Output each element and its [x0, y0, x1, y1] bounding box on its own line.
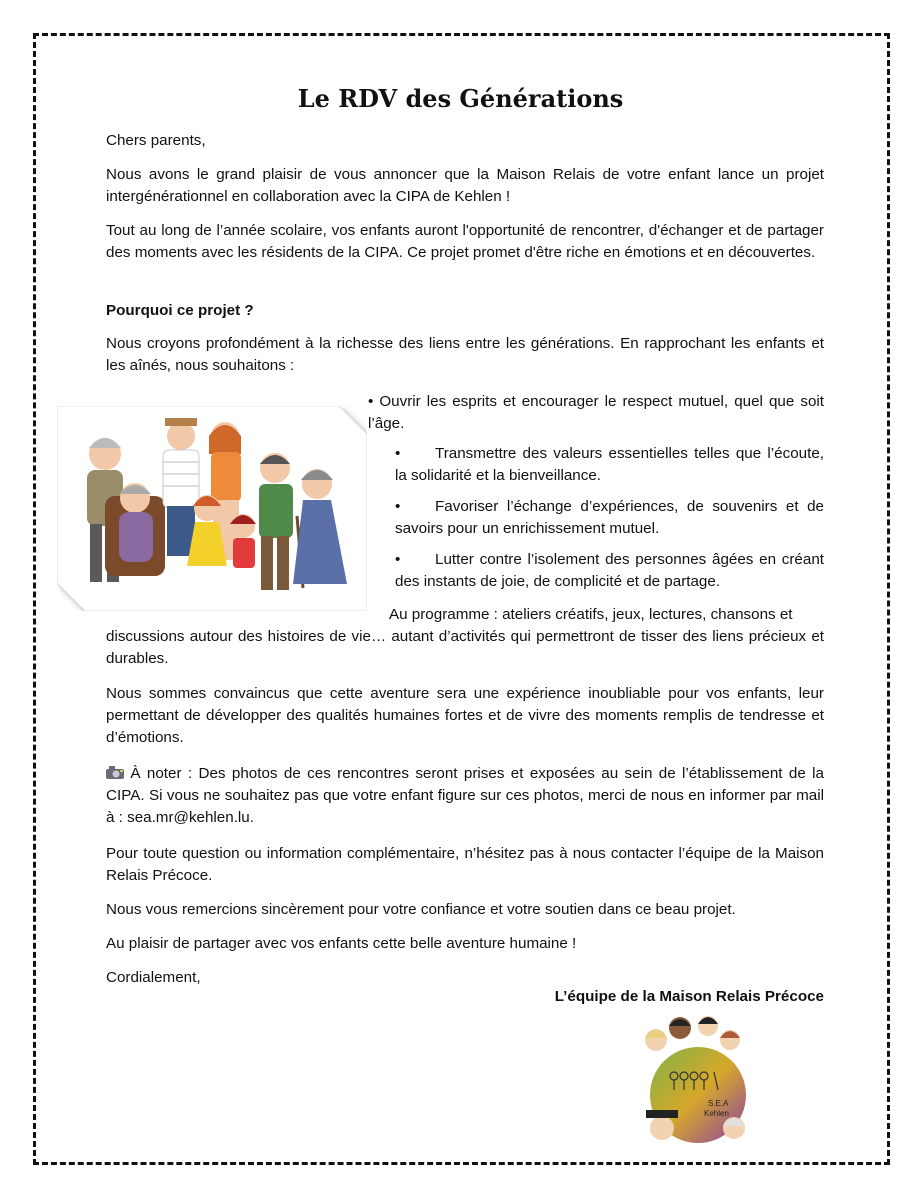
camera-icon	[106, 766, 124, 779]
intro-paragraph: Nous avons le grand plaisir de vous annoncer que la Maison Relais de votre enfant lance un projet intergénérationnel en collaboration avec la CIPA de Kehlen !	[106, 166, 824, 205]
contact-paragraph: Pour toute question ou information complémentaire, n’hésitez pas à nous contacter l’équipe de la Maison Relais Précoce.	[106, 845, 824, 884]
logo-sea-text: S.E.A	[708, 1099, 729, 1108]
bullet-dot: •	[395, 498, 401, 515]
bullet-dot: •	[395, 445, 401, 462]
conviction-paragraph: Nous sommes convaincus que cette aventure sera une expérience inoubliable pour vos enfants, leur permettant de développer des qualités humaines fortes et de vivre des moments remplis de tendresse et d’émotions.	[106, 685, 824, 746]
programme-paragraph: discussions autour des histoires de vie… autant d’activités qui permettront de tisser des liens précieux et durables.	[106, 628, 824, 667]
list-item	[395, 549, 824, 593]
note-text: À noter : Des photos de ces rencontres seront prises et exposées au sein de l’établissement de la CIPA. Si vous ne souhaitez pas que votre enfant figure sur ces photos, merci de nous en informer par mail à : sea.mr@kehlen.lu.	[106, 765, 824, 826]
belief-paragraph: Nous croyons profondément à la richesse des liens entre les générations. En rapprochant les enfants et les aînés, nous souhaitons :	[106, 335, 824, 374]
list-item: • Ouvrir les esprits et encourager le respect mutuel, quel que soit l’âge.	[368, 393, 824, 432]
bullet-dot: •	[395, 551, 401, 568]
list-item	[395, 496, 824, 540]
wish-paragraph: Au plaisir de partager avec vos enfants cette belle aventure humaine !	[106, 935, 577, 952]
list-item	[395, 443, 824, 487]
signature: L’équipe de la Maison Relais Précoce	[554, 988, 824, 1005]
closing: Cordialement,	[106, 969, 201, 986]
logo-kehlen-text: Kehlen	[704, 1109, 729, 1118]
page-title: Le RDV des Générations	[297, 84, 624, 113]
note-paragraph	[106, 763, 824, 829]
greeting: Chers parents,	[106, 132, 206, 149]
year-paragraph: Tout au long de l’année scolaire, vos enfants auront l'opportunité de rencontrer, d'échanger et de partager des moments avec les résidents de la CIPA. Ce projet promet d'être riche en émotions et en découvertes.	[106, 222, 824, 261]
programme-first-line: Au programme : ateliers créatifs, jeux, lectures, chansons et	[389, 606, 793, 623]
sea-kehlen-logo	[636, 1010, 756, 1150]
list-item-text: Favoriser l’échange d’expériences, de souvenirs et de savoirs pour un enrichissement mutuel.	[395, 498, 824, 537]
section-heading: Pourquoi ce projet ?	[106, 302, 254, 319]
generations-illustration	[57, 406, 367, 611]
thanks-paragraph: Nous vous remercions sincèrement pour votre confiance et votre soutien dans ce beau projet.	[106, 901, 736, 918]
list-item-text: Lutter contre l’isolement des personnes âgées en créant des instants de joie, de complicité et de partage.	[395, 551, 824, 590]
list-item-text: Transmettre des valeurs essentielles telles que l’écoute, la solidarité et la bienveillance.	[395, 445, 824, 484]
